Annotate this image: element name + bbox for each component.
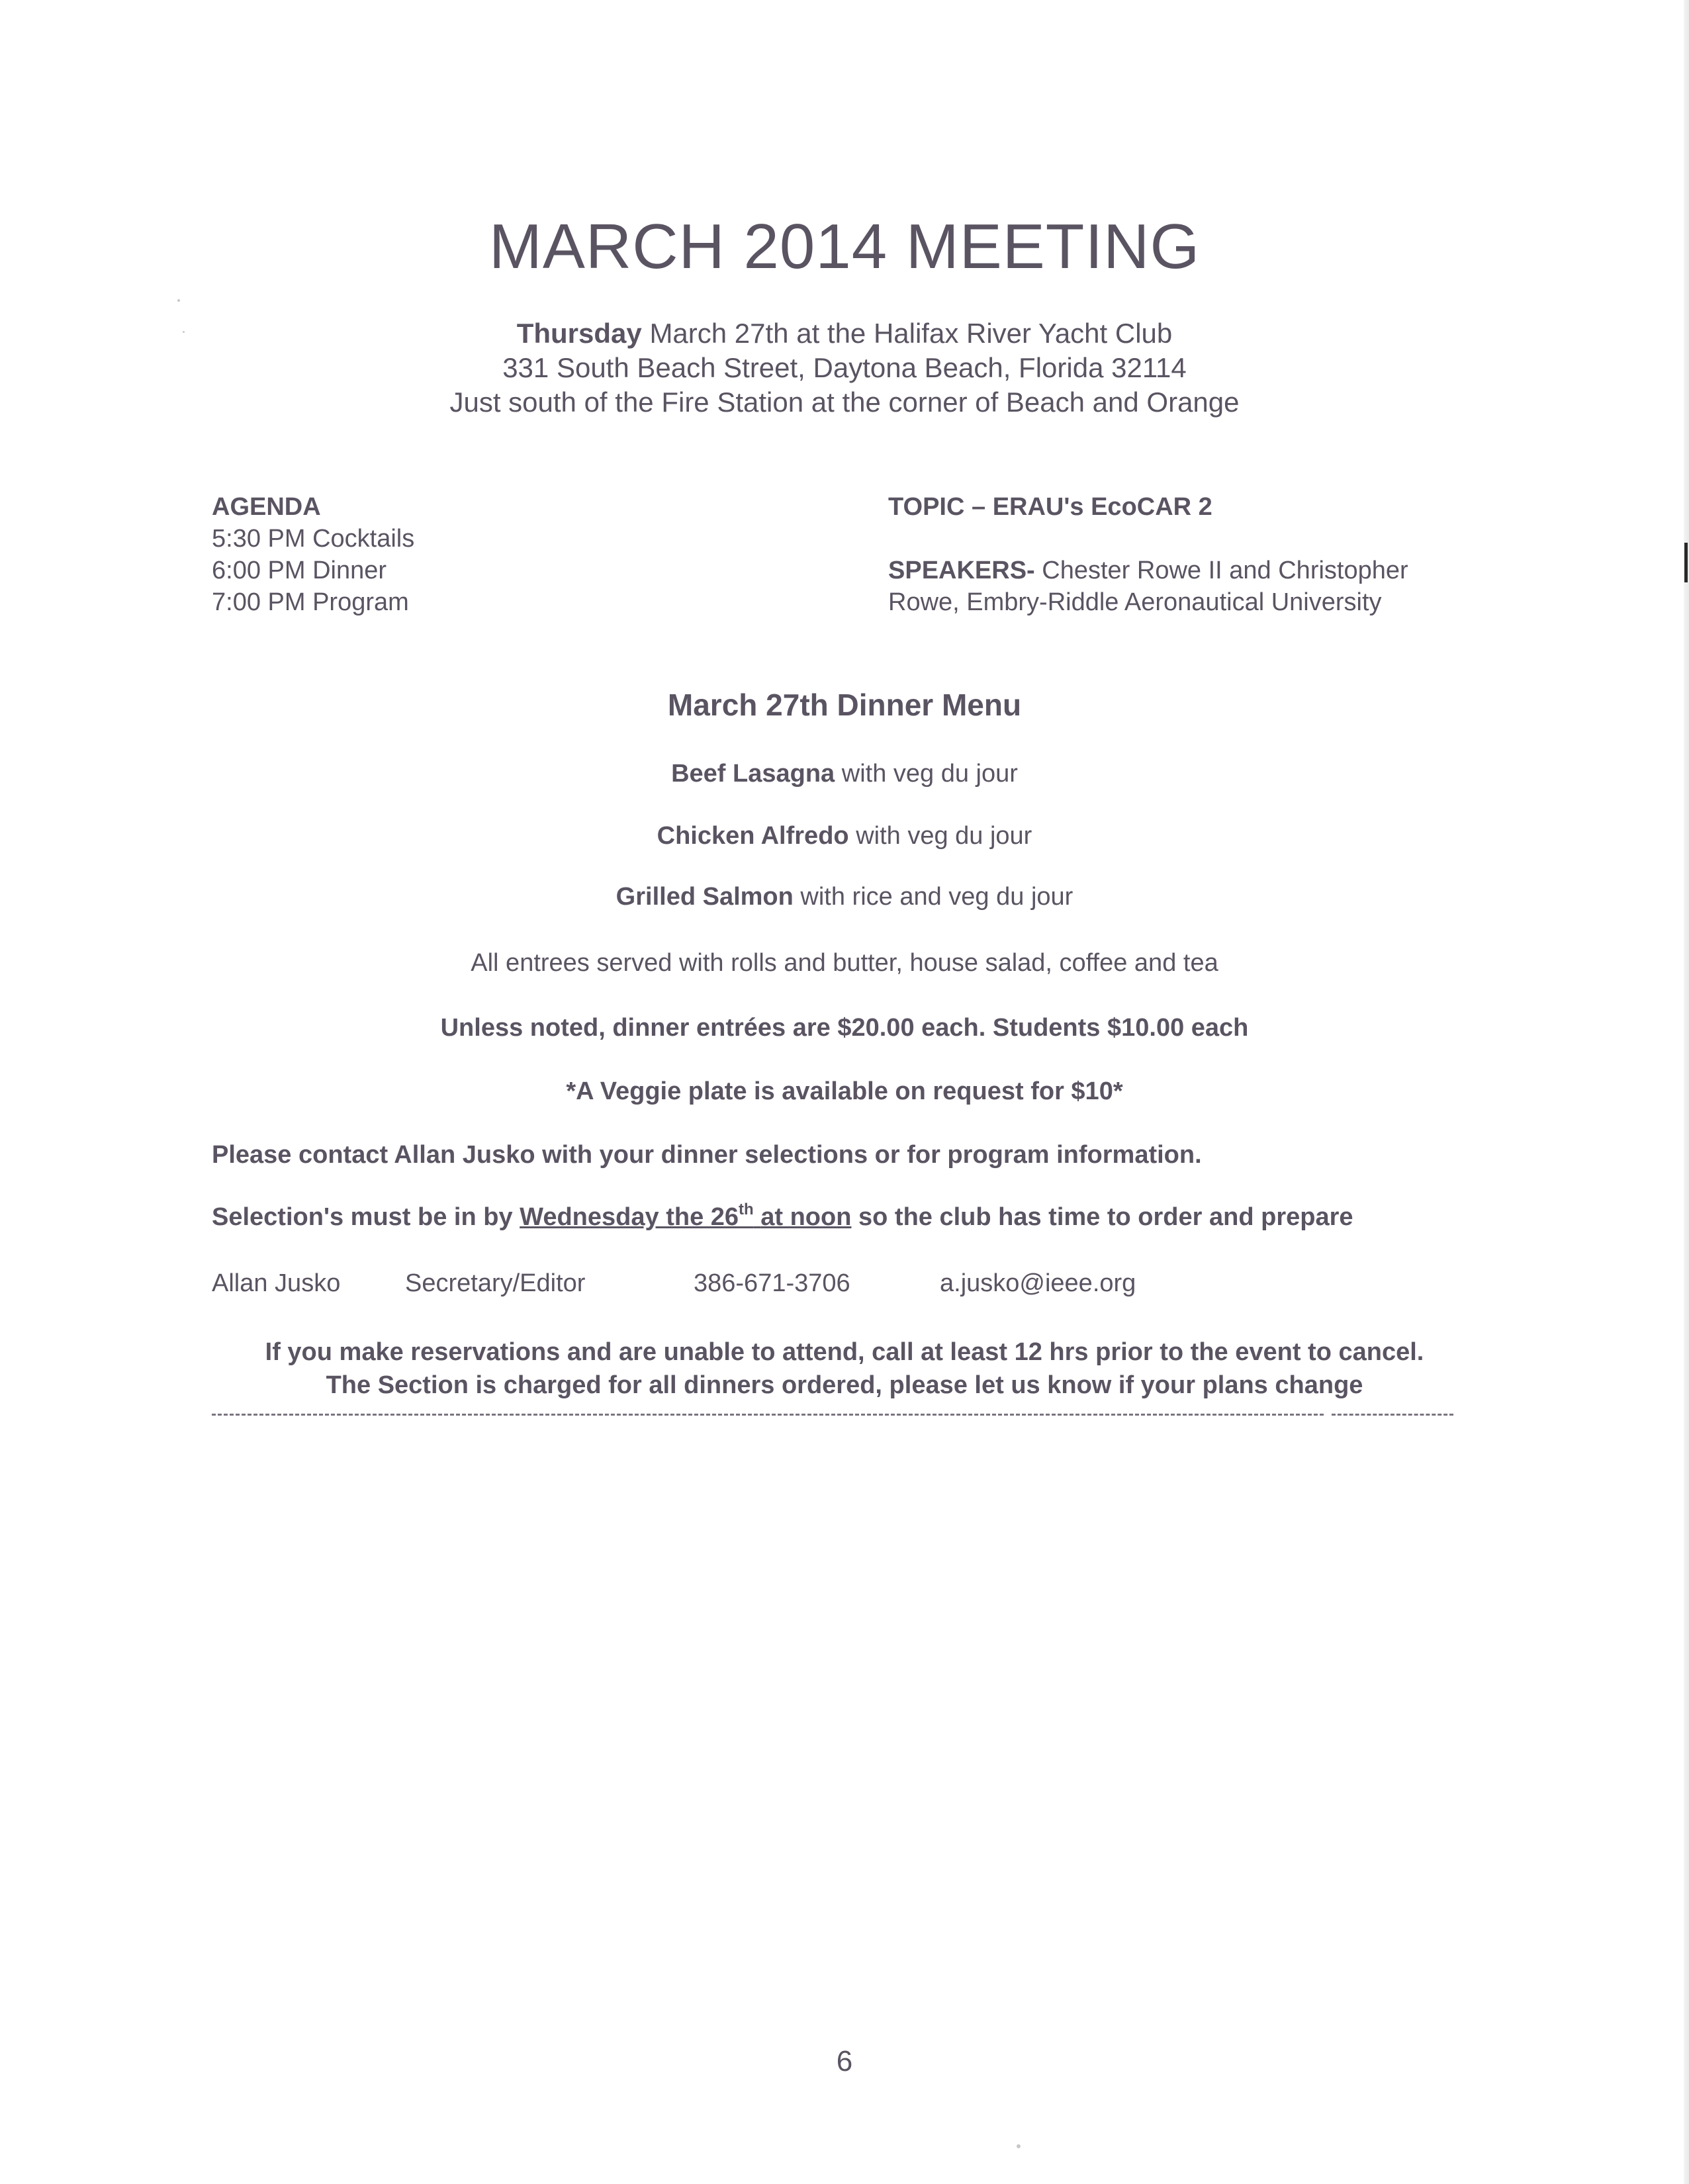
deadline-date: Wednesday the 26th at noon (520, 1201, 852, 1231)
dashed-divider (1332, 1414, 1453, 1416)
topic-value: ERAU's EcoCAR 2 (992, 493, 1212, 521)
agenda-item: 6:00 PM Dinner (212, 557, 387, 584)
cancellation-notice (0, 1336, 1689, 1402)
veggie-note: *A Veggie plate is available on request for $10* (566, 1077, 1123, 1105)
meeting-date-place: March 27th at the Halifax River Yacht Club (649, 318, 1173, 349)
agenda-heading: AGENDA (212, 493, 321, 521)
meeting-day: Thursday (516, 318, 642, 349)
dashed-divider (212, 1414, 1324, 1416)
speakers-line (888, 555, 1484, 586)
deadline-prefix: Selection's must be in by (212, 1203, 513, 1231)
menu-sides: All entrees served with rolls and butter, house salad, coffee and tea (471, 949, 1218, 977)
meeting-date-line (0, 316, 1689, 351)
page-number: 6 (836, 2045, 853, 2077)
topic-section (888, 491, 1484, 618)
deadline-suffix: so the club has time to order and prepare (858, 1203, 1353, 1231)
contact-role: Secretary/Editor (405, 1269, 586, 1297)
meeting-address: 331 South Beach Street, Daytona Beach, Florida 32114 (502, 352, 1187, 383)
contact-phone: 386-671-3706 (694, 1269, 850, 1297)
menu-item (0, 822, 1689, 850)
contact-name: Allan Jusko (212, 1269, 341, 1297)
notice-line: The Section is charged for all dinners ordered, please let us know if your plans change (326, 1371, 1363, 1399)
scan-edge-mark (1684, 543, 1688, 582)
scan-speck (177, 299, 180, 302)
speakers-names: Chester Rowe II and Christopher (1042, 557, 1408, 584)
menu-item-desc: with veg du jour (856, 822, 1032, 850)
menu-item (0, 883, 1689, 911)
agenda-item: 5:30 PM Cocktails (212, 525, 415, 553)
menu-item-desc: with veg du jour (841, 760, 1018, 788)
menu-item-desc: with rice and veg du jour (800, 883, 1073, 911)
contact-instructions: Please contact Allan Jusko with your dinner selections or for program information. (212, 1141, 1202, 1169)
menu-item (0, 760, 1689, 788)
scan-speck (1017, 2144, 1021, 2148)
menu-title: March 27th Dinner Menu (667, 688, 1022, 722)
topic-label: TOPIC – (888, 493, 986, 521)
deadline-line (212, 1203, 1353, 1232)
topic-line (888, 491, 1484, 523)
agenda (212, 491, 414, 618)
menu-item-name: Chicken Alfredo (657, 822, 849, 850)
speakers-label: SPEAKERS- (888, 557, 1035, 584)
notice-line: If you make reservations and are unable to attend, call at least 12 hrs prior to the event to cancel. (265, 1338, 1424, 1366)
meeting-location (0, 316, 1689, 420)
menu-pricing: Unless noted, dinner entrées are $20.00 each. Students $10.00 each (440, 1014, 1249, 1042)
contact-email[interactable]: a.jusko@ieee.org (940, 1269, 1136, 1297)
menu-item-name: Beef Lasagna (671, 760, 835, 788)
menu-item-name: Grilled Salmon (616, 883, 794, 911)
page-title: MARCH 2014 MEETING (488, 211, 1201, 282)
agenda-item: 7:00 PM Program (212, 588, 409, 616)
meeting-directions: Just south of the Fire Station at the corner of Beach and Orange (449, 387, 1240, 418)
speakers-affiliation: Rowe, Embry-Riddle Aeronautical University (888, 588, 1382, 616)
